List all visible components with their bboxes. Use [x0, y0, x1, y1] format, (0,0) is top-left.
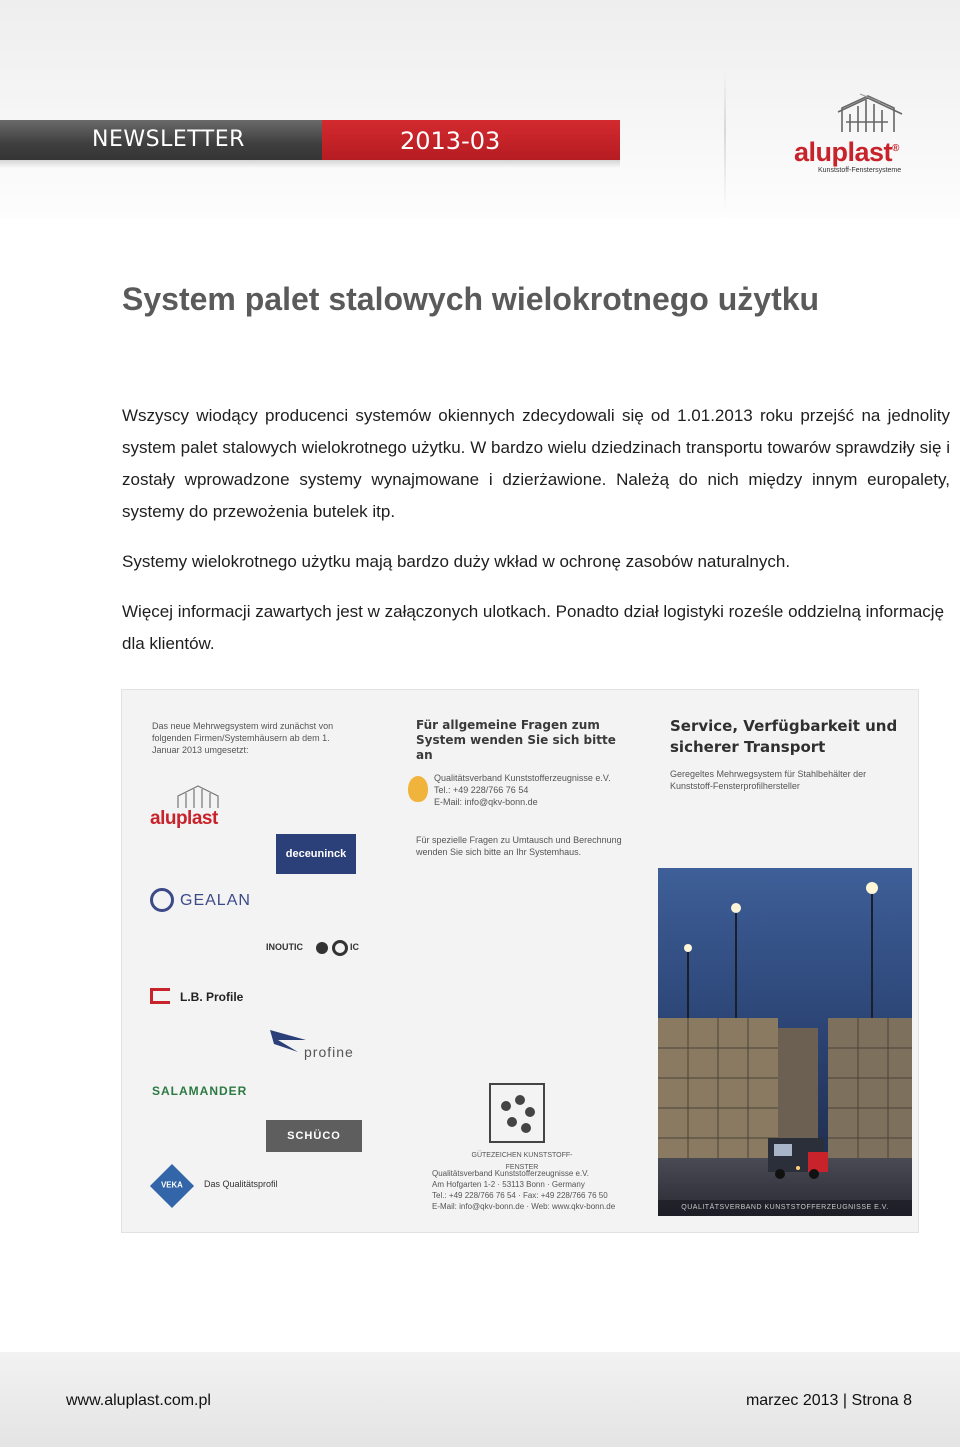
footer-website: www.aluplast.com.pl: [66, 1392, 211, 1409]
flyer-specific-questions: Für spezielle Fragen zu Umtausch und Berechnung wenden Sie sich bitte an Ihr Systemhaus.: [416, 835, 622, 857]
paragraph: Wszyscy wiodący producenci systemów okiennych zdecydowali się od 1.01.2013 roku przejść na jednolity system palet stalowych wielokrotnego użytku. W bardzo wielu dziedzinach transportu towarów sprawdziły się i zostały wprowadzone systemy wynajmowane i dzierżawione. Należą do nich między innym europalety, systemy do przewożenia butelek itp.: [122, 406, 950, 521]
brand-ic: IC: [350, 942, 359, 952]
brand-deceuninck: deceuninck: [276, 834, 356, 874]
flyer-intro: Das neue Mehrwegsystem wird zunächst von folgenden Firmen/Systemhäusern ab dem 1. Januar 2013 umgesetzt:: [152, 721, 334, 755]
aluplast-roof-icon: [174, 784, 224, 810]
footer-date: marzec 2013: [745, 1392, 839, 1409]
brand-lb-profile: L.B. Profile: [180, 990, 244, 1004]
footer-separator: |: [842, 1392, 848, 1409]
brand-salamander: SALAMANDER: [152, 1084, 248, 1098]
brand-gealan: GEALAN: [180, 892, 251, 909]
logo-wordmark: aluplast®: [794, 137, 899, 167]
brand-inoutic: INOUTIC: [266, 942, 303, 952]
inoutic-ring-icon: [332, 940, 348, 956]
brand-profine: profine: [304, 1044, 354, 1060]
inoutic-dot-icon: [316, 942, 328, 954]
header-divider: [724, 70, 726, 218]
lb-profile-mark-icon: [150, 988, 170, 1004]
logo-tagline: Kunststoff-Fenstersysteme: [818, 167, 902, 174]
article-title: System palet stalowych wielokrotnego użytku: [122, 281, 820, 317]
quality-seal-label: GÜTEZEICHEN KUNSTSTOFF-FENSTER: [471, 1152, 573, 1171]
brand-aluplast: aluplast: [150, 808, 218, 829]
band-shadow: [0, 160, 620, 168]
warehouse-night-scene: [658, 868, 912, 1216]
brand-veka-tagline: Das Qualitätsprofil: [204, 1179, 278, 1189]
flyer-middle-panel: [402, 698, 648, 1224]
flyer-contact-heading: Für allgemeine Fragen zum System wenden Sie sich bitte an: [416, 718, 616, 762]
newsletter-label: NEWSLETTER: [92, 127, 245, 152]
flyer-image: [122, 690, 918, 1232]
flyer-address: Qualitätsverband Kunststofferzeugnisse e.V. Am Hofgarten 1-2 · 53113 Bonn · Germany Tel.: +49 228/766 76 54 · Fax: +49 228/766 76 50 E-Mail: info@qkv-bonn.de · Web: www.qkv-bonn.de: [432, 1169, 616, 1211]
paragraph: Systemy wielokrotnego użytku mają bardzo duży wkład w ochronę zasobów naturalnych.: [122, 552, 791, 571]
footer-page-number: Strona 8: [851, 1392, 912, 1409]
footer-page-info: [746, 1391, 912, 1411]
quality-seal-icon: [482, 1078, 552, 1148]
brand-schueco: SCHÜCO: [266, 1120, 362, 1152]
flyer-contact-details: Qualitätsverband Kunststofferzeugnisse e.V. Tel.: +49 228/766 76 54 E-Mail: info@qkv-bonn.de: [434, 773, 611, 807]
flyer-service-heading: Service, Verfügbarkeit und sicherer Transport: [670, 717, 898, 756]
warehouse-photo: [658, 868, 912, 1216]
flyer-left-panel: [128, 698, 390, 1224]
issue-date: 2013-03: [400, 127, 501, 155]
gealan-ring-icon: [150, 888, 174, 912]
paragraph: Więcej informacji zawartych jest w załączonych ulotkach. Ponadto dział logistyki roześle oddzielną informację dla klientów.: [122, 602, 945, 653]
brand-veka: VEKA: [150, 1164, 194, 1208]
article-body: [122, 400, 950, 678]
profine-bird-icon: [268, 1026, 308, 1056]
lightbulb-icon: [408, 776, 428, 802]
photo-caption: QUALITÄTSVERBAND KUNSTSTOFFERZEUGNISSE E.V.: [658, 1200, 912, 1216]
flyer-service-subheading: Geregeltes Mehrwegsystem für Stahlbehälter der Kunststoff-Fensterprofilhersteller: [670, 769, 867, 791]
